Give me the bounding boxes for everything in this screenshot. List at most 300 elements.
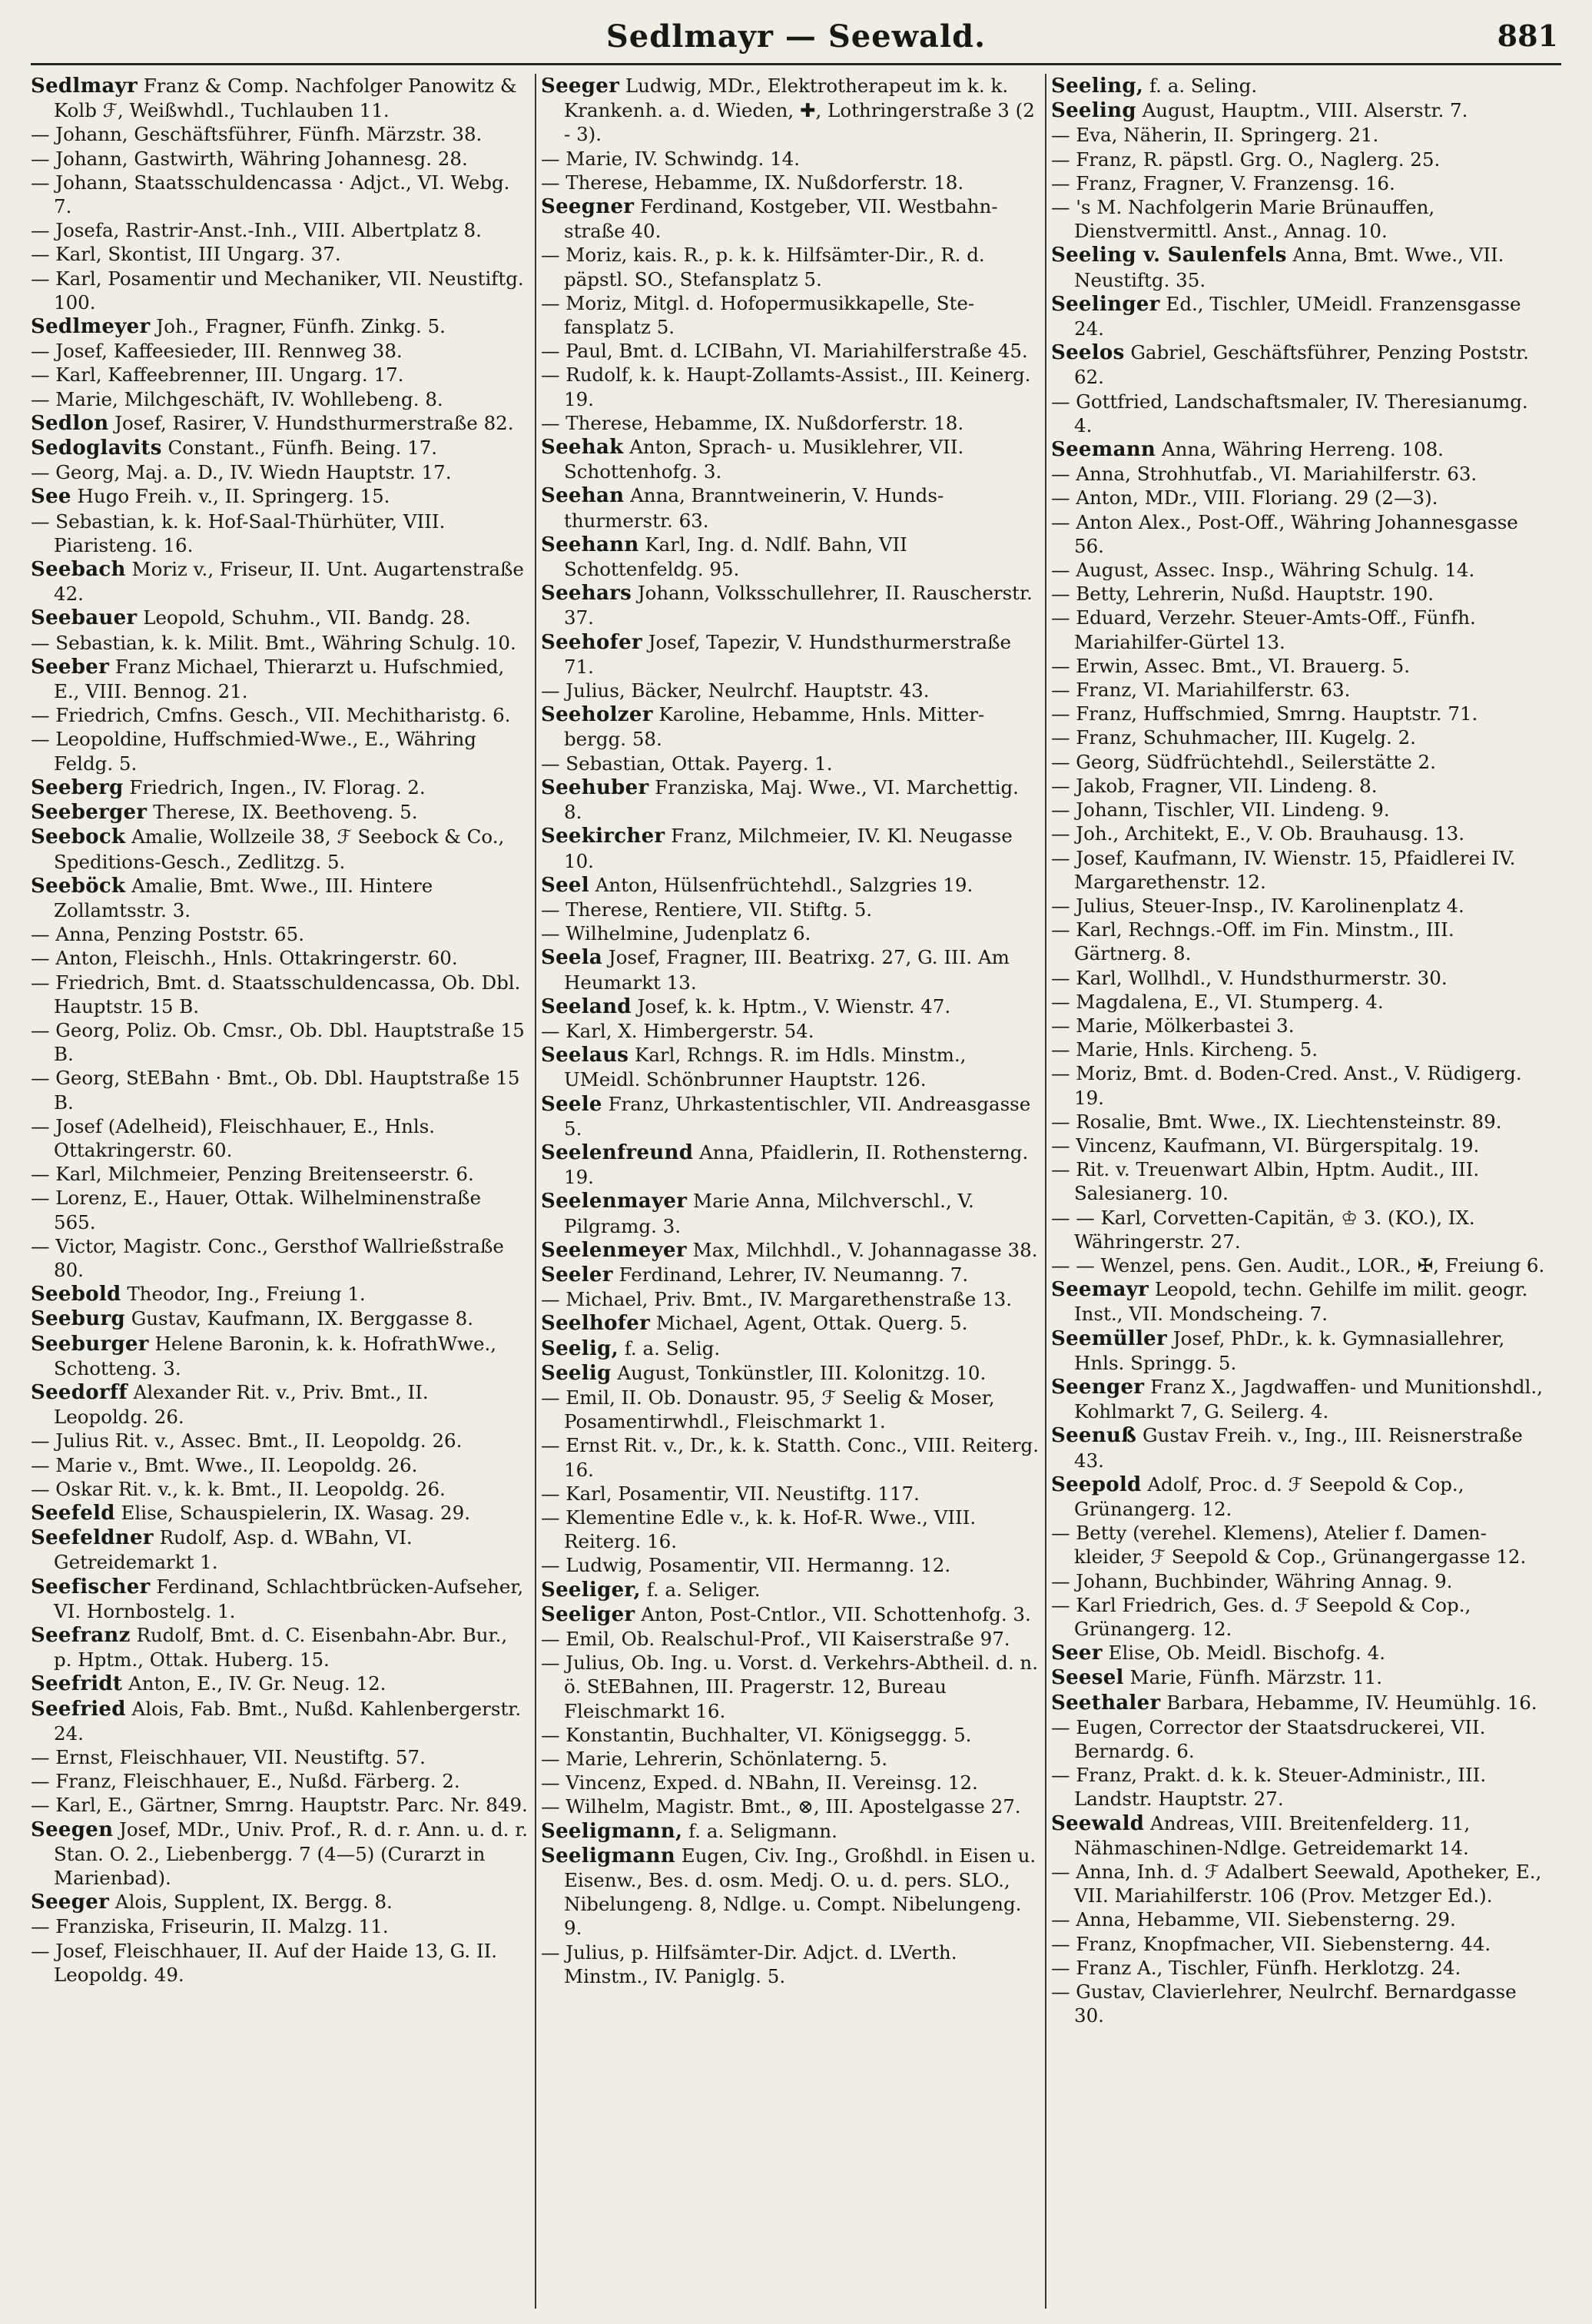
directory-entry (1051, 606, 1549, 653)
entry-surname: Seethaler (1051, 1691, 1161, 1715)
entry-text: Hugo Freih. v., II. Springerg. 15. (71, 485, 390, 508)
entry-surname: Seeber (31, 655, 110, 679)
column-middle (541, 74, 1039, 2309)
entry-text: — Wilhelmine, Judenplatz 6. (541, 922, 811, 945)
entry-surname: Seefranz (31, 1624, 131, 1647)
directory-entry (541, 702, 1039, 751)
directory-entry (1051, 98, 1549, 123)
directory-entry (31, 606, 529, 630)
directory-entry (31, 171, 529, 218)
directory-entry (541, 1819, 1039, 1844)
directory-entry (31, 339, 529, 363)
entry-text: — Karl, Rechngs.-Off. im Fin. Minstm., III. Gärtnerg. 8. (1051, 918, 1454, 965)
entry-surname: Seeligmann (541, 1844, 675, 1868)
directory-entry (31, 557, 529, 606)
entry-text: Amalie, Bmt. Wwe., III. Hintere Zollamtsstr. 3. (54, 874, 433, 921)
directory-entry (541, 363, 1039, 410)
entry-text: — Josef, Kaufmann, IV. Wienstr. 15, Pfaidlerei IV. Margarethenstr. 12. (1051, 846, 1516, 893)
directory-entry (541, 483, 1039, 532)
entry-text: — Gustav, Clavierlehrer, Neulrchf. Bernardgasse 30. (1051, 1980, 1517, 2027)
entry-surname: Seehars (541, 582, 632, 606)
directory-entry (541, 1043, 1039, 1091)
entry-text: — Sebastian, k. k. Milit. Bmt., Währing Schulg. 10. (31, 631, 516, 654)
entry-text: — — Wenzel, pens. Gen. Audit., LOR., ✠, Freiung 6. (1051, 1253, 1545, 1277)
directory-entry (31, 74, 529, 122)
entry-text: Franziska, Maj. Wwe., VI. Marchettig. 8. (564, 775, 1019, 824)
entry-surname: Seefridt (31, 1672, 123, 1696)
directory-entry (541, 1941, 1039, 1988)
directory-entry (541, 1263, 1039, 1287)
directory-entry (541, 1651, 1039, 1723)
entry-text: Marie Anna, Milchverschl., V. Pilgramg. 3. (564, 1190, 974, 1237)
entry-text: Anna, Währing Herreng. 108. (1156, 438, 1444, 461)
directory-entry (1051, 243, 1549, 291)
directory-entry (541, 435, 1039, 483)
column-divider (1045, 74, 1046, 2309)
entry-text: — Johann, Buchbinder, Währing Annag. 9. (1051, 1569, 1453, 1592)
entry-text: — Anna, Penzing Poststr. 65. (31, 923, 305, 946)
entry-surname: Seedorff (31, 1380, 128, 1404)
entry-text: — Franziska, Friseurin, II. Malzg. 11. (31, 1915, 389, 1938)
entry-text: — Moriz, Bmt. d. Boden-Cred. Anst., V. Rüdigerg. 19. (1051, 1062, 1522, 1109)
entry-text: — Betty, Lehrerin, Nußd. Hauptstr. 190. (1051, 583, 1434, 606)
directory-entry (31, 510, 529, 557)
directory-entry (31, 1526, 529, 1574)
entry-text: — Julius, Ob. Ing. u. Vorst. d. Verkehrs-Abtheil. d. n. ö. StEBahnen, III. Pragerstr. 12, Bureau Fleischmarkt 16. (541, 1652, 1038, 1722)
directory-entry (541, 1311, 1039, 1336)
directory-entry (1051, 774, 1549, 798)
directory-entry (1051, 486, 1549, 510)
entry-surname: Seeböck (31, 874, 126, 898)
entry-text: — Marie, Milchgeschäft, IV. Wohllebeng. 8. (31, 387, 443, 410)
directory-entry (541, 1189, 1039, 1237)
entry-text: — Klementine Edle v., k. k. Hof-R. Wwe., VIII. Reiterg. 16. (541, 1506, 977, 1553)
entry-surname: Seelenfreund (541, 1140, 694, 1164)
entry-text: — Georg, Südfrüchtehdl., Seilerstätte 2. (1051, 750, 1436, 773)
entry-surname: Seefischer (31, 1575, 151, 1599)
entry-text: Franz Michael, Thierarzt u. Hufschmied, E., VIII. Bennog. 21. (54, 655, 505, 703)
entry-text: Karl, Ing. d. Ndlf. Bahn, VII Schottenfeldg. 95. (564, 533, 907, 581)
entry-surname: Seenuß (1051, 1424, 1137, 1448)
directory-entry (31, 411, 529, 436)
directory-entry (1051, 1980, 1549, 2027)
directory-entry (31, 314, 529, 339)
entry-text: — Franz, Huffschmied, Smrng. Hauptstr. 71. (1051, 702, 1478, 725)
entry-text: Ludwig, MDr., Elektrotherapeut im k. k. Krankenh. a. d. Wieden, ✚, Lothringerstraße 3 (2 - 3). (564, 75, 1035, 146)
entry-surname: Seeligmann, (541, 1819, 683, 1843)
entry-surname: Seefeld (31, 1501, 115, 1525)
entry-text: Anton, E., IV. Gr. Neug. 12. (122, 1672, 386, 1695)
directory-entry (541, 1506, 1039, 1553)
directory-entry (31, 775, 529, 800)
entry-text: — Georg, StEBahn · Bmt., Ob. Dbl. Hauptstraße 15 B. (31, 1067, 520, 1114)
directory-entry (1051, 966, 1549, 990)
directory-entry (31, 484, 529, 509)
entry-surname: Seeler (541, 1263, 613, 1286)
entry-text: Josef, MDr., Univ. Prof., R. d. r. Ann. u. d. r. Stan. O. 2., Liebenbergg. 7 (4—5) (Curarzt in Marienbad). (54, 1818, 529, 1890)
directory-entry (1051, 1253, 1549, 1277)
entry-surname: Seehak (541, 436, 624, 460)
directory-entry (31, 267, 529, 314)
directory-entry (31, 874, 529, 922)
entry-text: — Franz, Schuhmacher, III. Kugelg. 2. (1051, 726, 1416, 749)
entry-text: — Vincenz, Exped. d. NBahn, II. Vereinsg. 12. (541, 1771, 978, 1794)
entry-text: Therese, IX. Beethoveng. 5. (147, 801, 418, 824)
entry-text: f. a. Seligmann. (682, 1819, 837, 1842)
entry-surname: Seebold (31, 1283, 121, 1306)
directory-entry (1051, 725, 1549, 749)
directory-entry (1051, 1375, 1549, 1423)
entry-text: — Karl, Kaffeebrenner, III. Ungarg. 17. (31, 364, 404, 387)
entry-text: Anton, Sprach- u. Musiklehrer, VII. Schottenhofg. 3. (564, 436, 964, 483)
directory-entry (1051, 990, 1549, 1014)
directory-entry (31, 387, 529, 411)
directory-entry (541, 1747, 1039, 1771)
entry-text: — Julius, p. Hilfsämter-Dir. Adjct. d. LVerth. Minstm., IV. Paniglg. 5. (541, 1941, 957, 1987)
entry-text: — Franz, R. päpstl. Grg. O., Naglerg. 25. (1051, 148, 1441, 171)
directory-entry (541, 1386, 1039, 1433)
entry-surname: Seeling, (1051, 75, 1144, 98)
entry-surname: Seeling (1051, 99, 1136, 123)
columns (31, 74, 1561, 2309)
directory-entry (31, 631, 529, 655)
entry-text: Karl, Rchngs. R. im Hdls. Minstm., UMeidl. Schönbrunner Hauptstr. 126. (564, 1044, 967, 1091)
directory-entry (541, 1723, 1039, 1747)
directory-entry (31, 825, 529, 873)
entry-text: — Therese, Hebamme, IX. Nußdorferstr. 18. (541, 171, 964, 194)
directory-entry (1051, 582, 1549, 606)
entry-surname: Seehofer (541, 630, 642, 654)
entry-text: — Marie, IV. Schwindg. 14. (541, 147, 801, 170)
directory-entry (1051, 1665, 1549, 1690)
entry-text: — Franz A., Tischler, Fünfh. Herklotzg. 24. (1051, 1956, 1461, 1979)
entry-surname: Seeger (541, 75, 620, 98)
entry-text: Alexander Rit. v., Priv. Bmt., II. Leopoldg. 26. (54, 1380, 429, 1429)
entry-surname: Seer (1051, 1642, 1103, 1665)
entry-surname: Seel (541, 873, 589, 897)
directory-entry (541, 1844, 1039, 1941)
entry-text: — Anton, MDr., VIII. Floriang. 29 (2—3). (1051, 486, 1438, 510)
directory-entry (541, 1287, 1039, 1311)
entry-text: — — Karl, Corvetten-Capitän, ♔ 3. (KO.), IX. Währingerstr. 27. (1051, 1206, 1475, 1253)
entry-text: f. a. Seling. (1143, 75, 1258, 97)
entry-text: — Lorenz, E., Hauer, Ottak. Wilhelminenstraße 565. (31, 1187, 481, 1233)
entry-surname: Sedlon (31, 411, 109, 435)
entry-text: — Moriz, kais. R., p. k. k. Hilfsämter-Dir., R. d. päpstl. SO., Stefansplatz 5. (541, 244, 985, 290)
directory-entry (1051, 1956, 1549, 1980)
directory-entry (31, 655, 529, 703)
entry-text: Josef, Fragner, III. Beatrixg. 27, G. III. Am Heumarkt 13. (564, 946, 1010, 994)
directory-entry (541, 1794, 1039, 1818)
directory-entry (31, 1380, 529, 1429)
entry-text: — Anna, Strohhutfab., VI. Mariahilferstr. 63. (1051, 463, 1478, 486)
entry-text: — Johann, Tischler, VII. Lindeng. 9. (1051, 798, 1390, 822)
entry-surname: Seemayr (1051, 1278, 1149, 1302)
entry-text: f. a. Selig. (618, 1336, 721, 1360)
page-title: Sedlmayr — Seewald. (605, 18, 987, 55)
entry-text: — Oskar Rit. v., k. k. Bmt., II. Leopoldg. 26. (31, 1477, 446, 1500)
directory-entry (1051, 558, 1549, 582)
entry-text: — Marie v., Bmt. Wwe., II. Leopoldg. 26. (31, 1453, 418, 1476)
entry-text: Anton, Post-Cntlor., VII. Schottenhofg. 3. (635, 1602, 1031, 1625)
entry-text: Moriz v., Friseur, II. Unt. Augartenstraße 42. (54, 558, 524, 606)
entry-surname: Seeburg (31, 1307, 125, 1331)
directory-entry (1051, 292, 1549, 340)
directory-entry (1051, 1641, 1549, 1665)
entry-text: — Josef (Adelheid), Fleischhauer, E., Hnls. Ottakringerstr. 60. (31, 1114, 436, 1161)
directory-entry (1051, 1014, 1549, 1038)
entry-text: — Rudolf, k. k. Haupt-Zollamts-Assist., III. Keinerg. 19. (541, 364, 1031, 410)
entry-text: Marie, Fünfh. Märzstr. 11. (1123, 1666, 1383, 1689)
directory-entry (541, 194, 1039, 243)
directory-entry (541, 411, 1039, 435)
entry-text: — Karl, Posamentir, VII. Neustiftg. 117. (541, 1482, 920, 1505)
directory-entry (541, 775, 1039, 824)
directory-entry (541, 824, 1039, 872)
directory-entry (31, 147, 529, 171)
entry-text: — Franz, Fragner, V. Franzensg. 16. (1051, 171, 1395, 194)
entry-text: Alois, Supplent, IX. Bergg. 8. (109, 1891, 393, 1914)
entry-text: August, Tonkünstler, III. Kolonitzg. 10. (611, 1361, 987, 1384)
directory-entry (1051, 678, 1549, 702)
directory-entry (31, 242, 529, 266)
entry-text: — Sebastian, k. k. Hof-Saal-Thürhüter, VIII. Piaristeng. 16. (31, 510, 446, 556)
entry-text: Eugen, Civ. Ing., Großhdl. in Eisen u. Eisenw., Bes. d. osm. Medj. O. u. d. pers. SLO., Nibelungeng. 8, Ndlge. u. Compt. Nibelungeng. 9. (564, 1844, 1036, 1940)
entry-text: — Karl, X. Himbergerstr. 54. (541, 1019, 814, 1042)
entry-surname: Seepold (1051, 1472, 1142, 1496)
directory-entry (31, 1793, 529, 1817)
directory-entry (541, 74, 1039, 147)
entry-text: Alois, Fab. Bmt., Nußd. Kahlenbergerstr. 24. (54, 1697, 522, 1745)
directory-entry (1051, 462, 1549, 486)
entry-surname: Seewald (1051, 1811, 1145, 1835)
directory-entry (541, 994, 1039, 1019)
entry-surname: Seeholzer (541, 703, 653, 727)
entry-text: August, Hauptm., VIII. Alserstr. 7. (1136, 99, 1468, 122)
entry-text: — Josefa, Rastrir-Anst.-Inh., VIII. Albertplatz 8. (31, 219, 482, 242)
directory-entry (1051, 1521, 1549, 1569)
entry-surname: Seebach (31, 558, 126, 582)
entry-text: Adolf, Proc. d. ℱ Seepold & Cop., Grünangerg. 12. (1074, 1472, 1464, 1520)
entry-text: Gustav Freih. v., Ing., III. Reisnerstraße 43. (1074, 1424, 1523, 1472)
directory-entry (1051, 1472, 1549, 1521)
entry-text: Anna, Bmt. Wwe., VII. Neustiftg. 35. (1074, 244, 1504, 291)
entry-text: Ferdinand, Kostgeber, VII. Westbahnstraße 40. (564, 195, 998, 243)
entry-text: — Karl, Milchmeier, Penzing Breitenseerstr. 6. (31, 1163, 474, 1186)
page-number: 881 (1497, 18, 1558, 53)
directory-entry (1051, 1860, 1549, 1907)
column-left (31, 74, 529, 2309)
entry-text: Ed., Tischler, UMeidl. Franzensgasse 24. (1074, 292, 1521, 340)
directory-entry (31, 1939, 529, 1987)
directory-entry (541, 1627, 1039, 1651)
entry-text: — Paul, Bmt. d. LCIBahn, VI. Mariahilferstraße 45. (541, 340, 1028, 363)
directory-entry (31, 1697, 529, 1745)
entry-text: — Rit. v. Treuenwart Albin, Hptm. Audit., III. Salesianerg. 10. (1051, 1158, 1480, 1205)
entry-text: Anton, Hülsenfrüchtehdl., Salzgries 19. (589, 873, 973, 896)
entry-text: Helene Baronin, k. k. HofrathWwe., Schotteng. 3. (54, 1332, 497, 1379)
entry-text: — Karl Friedrich, Ges. d. ℱ Seepold & Cop., Grünangerg. 12. (1051, 1593, 1471, 1640)
entry-text: — Konstantin, Buchhalter, VI. Königseggg. 5. (541, 1723, 972, 1746)
directory-entry (541, 171, 1039, 194)
entry-text: — Ernst Rit. v., Dr., k. k. Statth. Conc., VIII. Reiterg. 16. (541, 1434, 1039, 1481)
entry-surname: Seeburger (31, 1332, 149, 1356)
entry-text: Johann, Volksschullehrer, II. Rauscherstr. 37. (564, 582, 1033, 629)
directory-entry (541, 1433, 1039, 1481)
entry-text: Rudolf, Bmt. d. C. Eisenbahn-Abr. Bur., p. Hptm., Ottak. Huberg. 15. (54, 1624, 508, 1672)
entry-text: — Marie, Mölkerbastei 3. (1051, 1014, 1295, 1037)
directory-entry (31, 1672, 529, 1696)
entry-surname: Seeling v. Saulenfels (1051, 244, 1287, 267)
directory-entry (1051, 798, 1549, 822)
directory-entry (1051, 654, 1549, 678)
entry-text: Andreas, VIII. Breitenfelderg. 11, Nähmaschinen-Ndlge. Getreidemarkt 14. (1074, 1811, 1471, 1859)
entry-text: — Emil, Ob. Realschul-Prof., VII Kaiserstraße 97. (541, 1628, 1010, 1650)
directory-entry (1051, 702, 1549, 725)
entry-text: — Rosalie, Bmt. Wwe., IX. Liechtensteinstr. 89. (1051, 1110, 1502, 1133)
entry-text: — Johann, Geschäftsführer, Fünfh. Märzstr. 38. (31, 123, 483, 146)
entry-text: Gustav, Kaufmann, IX. Berggasse 8. (124, 1307, 474, 1330)
directory-entry (541, 243, 1039, 290)
directory-entry (31, 1575, 529, 1623)
entry-surname: Seelhofer (541, 1312, 651, 1336)
entry-text: — Johann, Staatsschuldencassa · Adjct., VI. Webg. 7. (31, 171, 510, 218)
directory-entry (31, 1890, 529, 1914)
entry-surname: Seelaus (541, 1044, 629, 1067)
directory-entry (541, 1578, 1039, 1602)
directory-entry (31, 1162, 529, 1186)
entry-text: Barbara, Hebamme, IV. Heumühlg. 16. (1160, 1691, 1537, 1714)
entry-text: Franz & Comp. Nachfolger Panowitz & Kolb ℱ, Weißwhdl., Tuchlauben 11. (54, 75, 517, 122)
entry-text: — Eduard, Verzehr. Steuer-Amts-Off., Fünfh. Mariahilfer-Gürtel 13. (1051, 606, 1476, 653)
directory-entry (31, 1818, 529, 1891)
entry-text: Constant., Fünfh. Being. 17. (161, 437, 438, 460)
entry-text: — Jakob, Fragner, VII. Lindeng. 8. (1051, 774, 1378, 797)
directory-entry (1051, 918, 1549, 965)
entry-surname: Seeger (31, 1891, 110, 1914)
entry-text: — August, Assec. Insp., Währing Schulg. 14. (1051, 559, 1475, 582)
entry-text: — Georg, Maj. a. D., IV. Wiedn Hauptstr. 17. (31, 461, 452, 484)
directory-entry (31, 922, 529, 946)
directory-entry (1051, 1157, 1549, 1205)
entry-text: Elise, Schauspielerin, IX. Wasag. 29. (114, 1501, 470, 1524)
entry-text: — Victor, Magistr. Conc., Gersthof Wallrießstraße 80. (31, 1234, 504, 1281)
directory-entry (1051, 894, 1549, 918)
column-divider (535, 74, 536, 2309)
entry-surname: Seelenmayer (541, 1190, 688, 1213)
directory-entry (1051, 195, 1549, 243)
directory-entry (541, 1336, 1039, 1361)
directory-entry (1051, 1061, 1549, 1109)
directory-entry (541, 752, 1039, 775)
entry-surname: See (31, 485, 71, 509)
entry-text: — Anton, Fleischh., Hnls. Ottakringerstr. 60. (31, 947, 458, 970)
entry-text: Amalie, Wollzeile 38, ℱ Seebock & Co., Speditions-Gesch., Zedlitzg. 5. (54, 825, 505, 873)
directory-entry (31, 1018, 529, 1066)
entry-text: — Julius Rit. v., Assec. Bmt., II. Leopoldg. 26. (31, 1429, 463, 1452)
entry-text: Josef, PhDr., k. k. Gymnasiallehrer, Hnls. Springg. 5. (1074, 1326, 1505, 1374)
directory-entry (31, 1769, 529, 1793)
directory-entry (541, 1553, 1039, 1577)
directory-entry (541, 630, 1039, 679)
entry-text: — 's M. Nachfolgerin Marie Brünauffen, Dienstvermittl. Anst., Annag. 10. (1051, 196, 1435, 243)
entry-text: Anna, Pfaidlerin, II. Rothensterng. 19. (564, 1140, 1029, 1189)
entry-text: — Michael, Priv. Bmt., IV. Margarethenstraße 13. (541, 1288, 1013, 1311)
entry-text: — Ernst, Fleischhauer, VII. Neustiftg. 57. (31, 1746, 426, 1769)
directory-entry (1051, 1326, 1549, 1375)
directory-entry (31, 363, 529, 387)
directory-entry (1051, 437, 1549, 462)
directory-entry (541, 898, 1039, 921)
entry-text: — Josef, Fleischhauer, II. Auf der Haide 13, G. II. Leopoldg. 49. (31, 1939, 498, 1986)
entry-surname: Sedlmeyer (31, 315, 151, 339)
directory-entry (541, 581, 1039, 629)
directory-entry (31, 436, 529, 460)
directory-entry (1051, 74, 1549, 98)
entry-text: — Magdalena, E., VI. Stumperg. 4. (1051, 990, 1384, 1013)
directory-entry (541, 339, 1039, 363)
directory-entry (1051, 750, 1549, 774)
entry-text: Gabriel, Geschäftsführer, Penzing Poststr. 62. (1074, 341, 1529, 389)
directory-entry (1051, 390, 1549, 437)
entry-text: — Therese, Hebamme, IX. Nußdorferstr. 18. (541, 411, 964, 434)
entry-text: — Georg, Poliz. Ob. Cmsr., Ob. Dbl. Hauptstraße 15 B. (31, 1018, 525, 1066)
entry-surname: Seelinger (1051, 292, 1160, 316)
directory-entry (1051, 1715, 1549, 1763)
directory-entry (541, 533, 1039, 581)
directory-entry (31, 1477, 529, 1501)
entry-text: Leopold, Schuhm., VII. Bandg. 28. (137, 606, 471, 629)
entry-text: — Karl, Posamentir und Mechaniker, VII. Neustiftg. 100. (31, 267, 524, 314)
entry-surname: Seenger (1051, 1375, 1145, 1399)
directory-entry (541, 921, 1039, 945)
directory-entry (31, 1186, 529, 1233)
directory-entry (541, 147, 1039, 171)
entry-text: — Julius, Bäcker, Neulrchf. Hauptstr. 43. (541, 679, 930, 702)
directory-entry (31, 1066, 529, 1114)
entry-text: — Friedrich, Cmfns. Gesch., VII. Mechitharistg. 6. (31, 704, 511, 727)
entry-surname: Seeberg (31, 775, 124, 799)
entry-surname: Seehan (541, 484, 625, 508)
entry-surname: Seelig (541, 1361, 612, 1385)
directory-entry (1051, 123, 1549, 147)
directory-entry (1051, 1206, 1549, 1253)
directory-entry (31, 1429, 529, 1452)
entry-text: Rudolf, Asp. d. WBahn, VI. Getreidemarkt 1. (54, 1526, 413, 1574)
entry-text: — Franz, VI. Mariahilferstr. 63. (1051, 679, 1351, 702)
entry-text: — Vincenz, Kaufmann, VI. Bürgerspitalg. 19. (1051, 1134, 1480, 1157)
entry-text: Karoline, Hebamme, Hnls. Mitterbergg. 58. (564, 703, 985, 751)
entry-text: — Sebastian, Ottak. Payerg. 1. (541, 752, 833, 775)
directory-entry (31, 1914, 529, 1938)
entry-text: — Anna, Inh. d. ℱ Adalbert Seewald, Apotheker, E., VII. Mariahilferstr. 106 (Prov. Metzger Ed.). (1051, 1861, 1542, 1907)
directory-entry (541, 1361, 1039, 1386)
directory-entry (1051, 1907, 1549, 1931)
directory-entry (1051, 1593, 1549, 1641)
entry-text: Franz, Uhrkastentischler, VII. Andreasgasse 5. (564, 1092, 1031, 1140)
entry-surname: Seebauer (31, 606, 138, 630)
directory-entry (31, 1501, 529, 1526)
directory-entry (31, 727, 529, 775)
directory-entry (1051, 1811, 1549, 1860)
directory-entry (1051, 340, 1549, 389)
directory-entry (1051, 1691, 1549, 1715)
directory-entry (541, 945, 1039, 994)
directory-entry (1051, 1763, 1549, 1811)
entry-text: — Erwin, Assec. Bmt., VI. Brauerg. 5. (1051, 654, 1411, 677)
entry-text: Friedrich, Ingen., IV. Florag. 2. (123, 775, 426, 798)
directory-entry (31, 1453, 529, 1477)
